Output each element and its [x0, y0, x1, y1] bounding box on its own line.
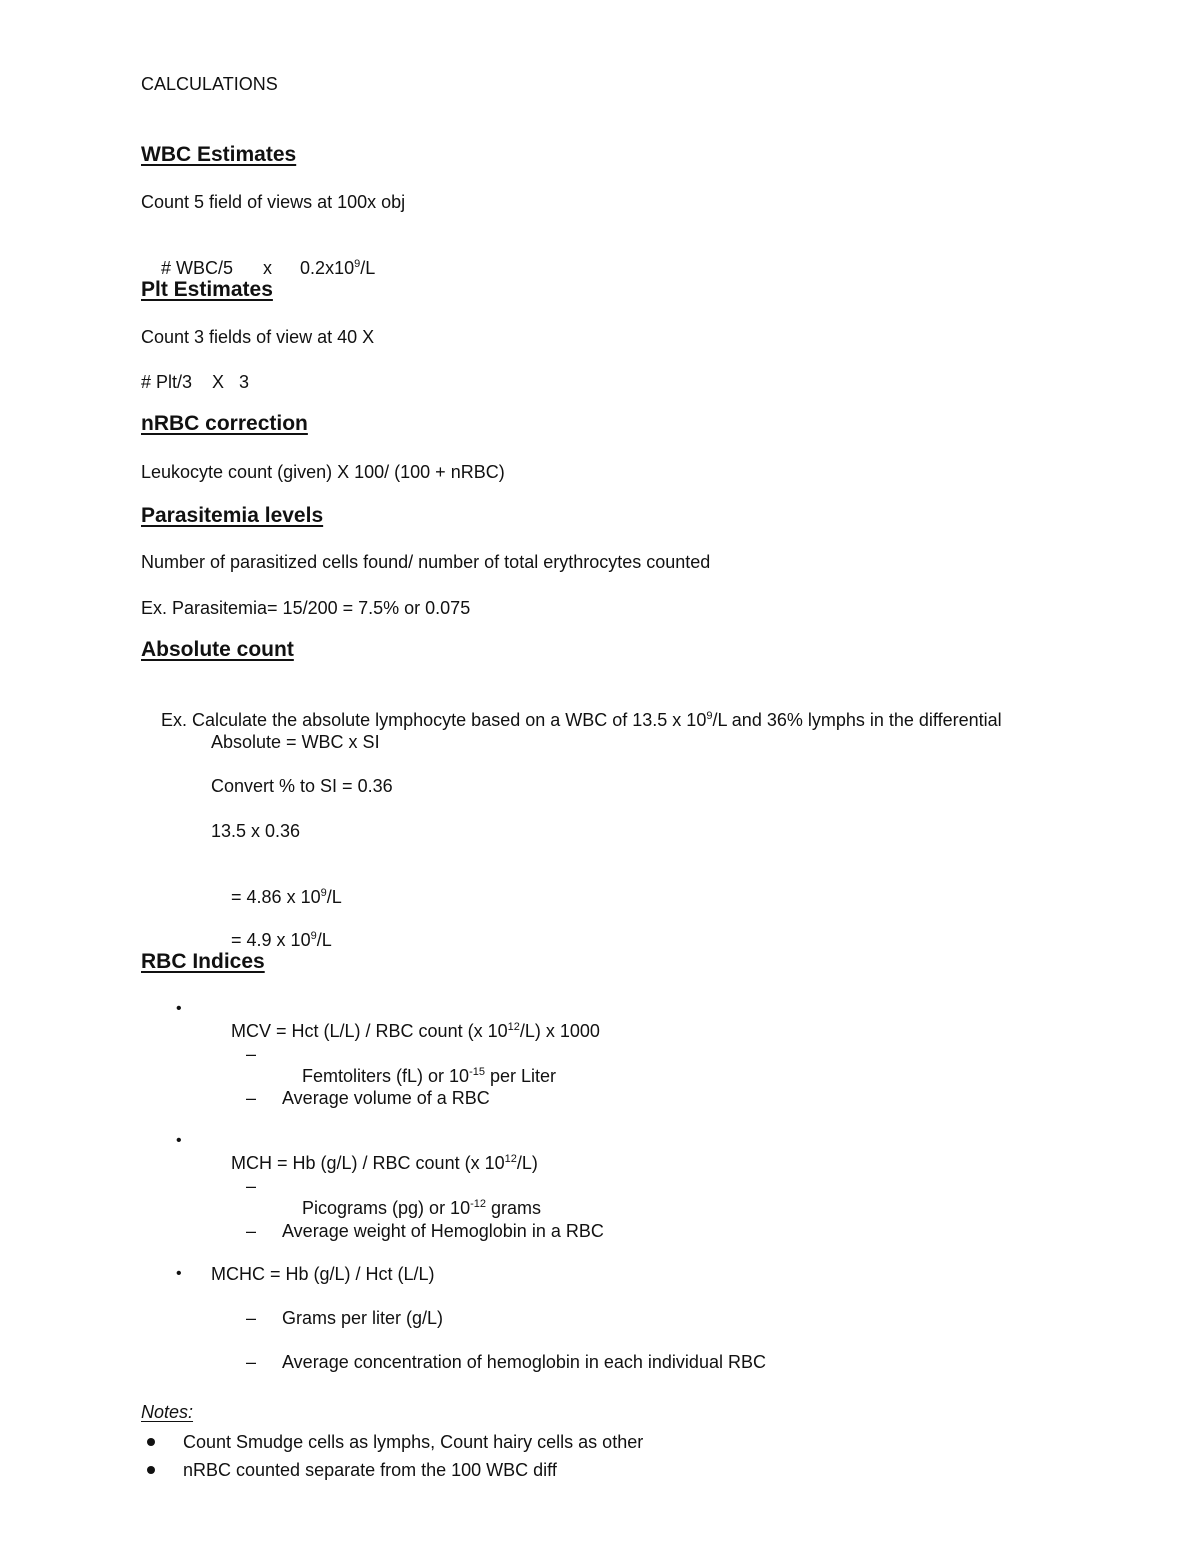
dash-icon: –: [246, 1044, 257, 1064]
nrbc-heading: nRBC correction: [141, 412, 308, 435]
mch-formula-exponent: 12: [504, 1153, 517, 1165]
bullet-icon: •: [176, 1132, 182, 1149]
dash-icon: –: [246, 1352, 257, 1372]
mcv-description: Average volume of a RBC: [282, 1088, 490, 1108]
mchc-description: Average concentration of hemoglobin in each individual RBC: [282, 1352, 766, 1372]
plt-formula: # Plt/3 X 3: [141, 372, 250, 392]
absolute-step-5-unit: /L: [316, 930, 332, 950]
notes-label: Notes:: [141, 1402, 194, 1422]
mch-formula-text: MCH = Hb (g/L) / RBC count (x 10: [231, 1153, 505, 1173]
bullet-icon: •: [176, 1265, 182, 1282]
dash-icon: –: [246, 1308, 257, 1328]
mcv-unit-exponent: -15: [469, 1066, 485, 1078]
absolute-step-5-exponent: 9: [310, 930, 317, 942]
plt-heading: Plt Estimates: [141, 278, 273, 301]
absolute-example-exponent: 9: [706, 710, 713, 722]
absolute-example-text-end: /L and 36% lymphs in the differential: [712, 710, 1002, 730]
dash-icon: –: [246, 1176, 257, 1196]
absolute-step-1: Absolute = WBC x SI: [211, 732, 380, 752]
absolute-heading: Absolute count: [141, 638, 294, 661]
absolute-step-4-exponent: 9: [320, 887, 327, 899]
mch-description: Average weight of Hemoglobin in a RBC: [282, 1221, 604, 1241]
rbc-heading: RBC Indices: [141, 950, 265, 973]
mch-unit-exponent: -12: [470, 1198, 486, 1210]
parasitemia-heading: Parasitemia levels: [141, 504, 324, 527]
mcv-unit-text-end: per Liter: [484, 1066, 557, 1086]
plt-instruction: Count 3 fields of view at 40 X: [141, 327, 375, 347]
absolute-step-2: Convert % to SI = 0.36: [211, 776, 393, 796]
mch-unit-text-end: grams: [486, 1198, 542, 1218]
absolute-step-5-text: = 4.9 x 10: [231, 930, 311, 950]
parasitemia-example: Ex. Parasitemia= 15/200 = 7.5% or 0.075: [141, 598, 471, 618]
wbc-formula-factor: 0.2x10: [300, 258, 355, 278]
mchc-formula: MCHC = Hb (g/L) / Hct (L/L): [211, 1264, 435, 1284]
wbc-instruction: Count 5 field of views at 100x obj: [141, 192, 406, 212]
wbc-formula-count: # WBC/5: [161, 258, 234, 278]
note-item: nRBC counted separate from the 100 WBC diff: [183, 1460, 557, 1480]
absolute-step-3: 13.5 x 0.36: [211, 821, 301, 841]
mchc-unit: Grams per liter (g/L): [282, 1308, 444, 1328]
mcv-formula-text: MCV = Hct (L/L) / RBC count (x 10: [231, 1021, 508, 1041]
bullet-icon: •: [176, 1000, 182, 1017]
wbc-formula-operator: x: [263, 258, 273, 278]
mcv-formula-exponent: 12: [507, 1021, 520, 1033]
note-item: Count Smudge cells as lymphs, Count hairy cells as other: [183, 1432, 644, 1452]
absolute-step-4-unit: /L: [326, 887, 342, 907]
document-title: CALCULATIONS: [141, 74, 278, 94]
wbc-heading: WBC Estimates: [141, 143, 297, 166]
dash-icon: –: [246, 1088, 257, 1108]
dash-icon: –: [246, 1221, 257, 1241]
mcv-formula-text-end: /L) x 1000: [519, 1021, 600, 1041]
bullet-icon: [147, 1438, 155, 1446]
absolute-step-4-text: = 4.86 x 10: [231, 887, 321, 907]
mcv-unit-text: Femtoliters (fL) or 10: [302, 1066, 470, 1086]
bullet-icon: [147, 1466, 155, 1474]
parasitemia-definition: Number of parasitized cells found/ number of total erythrocytes counted: [141, 552, 711, 572]
nrbc-formula: Leukocyte count (given) X 100/ (100 + nRBC): [141, 462, 505, 482]
wbc-formula-unit: /L: [360, 258, 376, 278]
mch-formula-text-end: /L): [516, 1153, 538, 1173]
wbc-formula-exponent: 9: [354, 258, 361, 270]
mch-unit-text: Picograms (pg) or 10: [302, 1198, 471, 1218]
absolute-example-text: Ex. Calculate the absolute lymphocyte based on a WBC of 13.5 x 10: [161, 710, 707, 730]
